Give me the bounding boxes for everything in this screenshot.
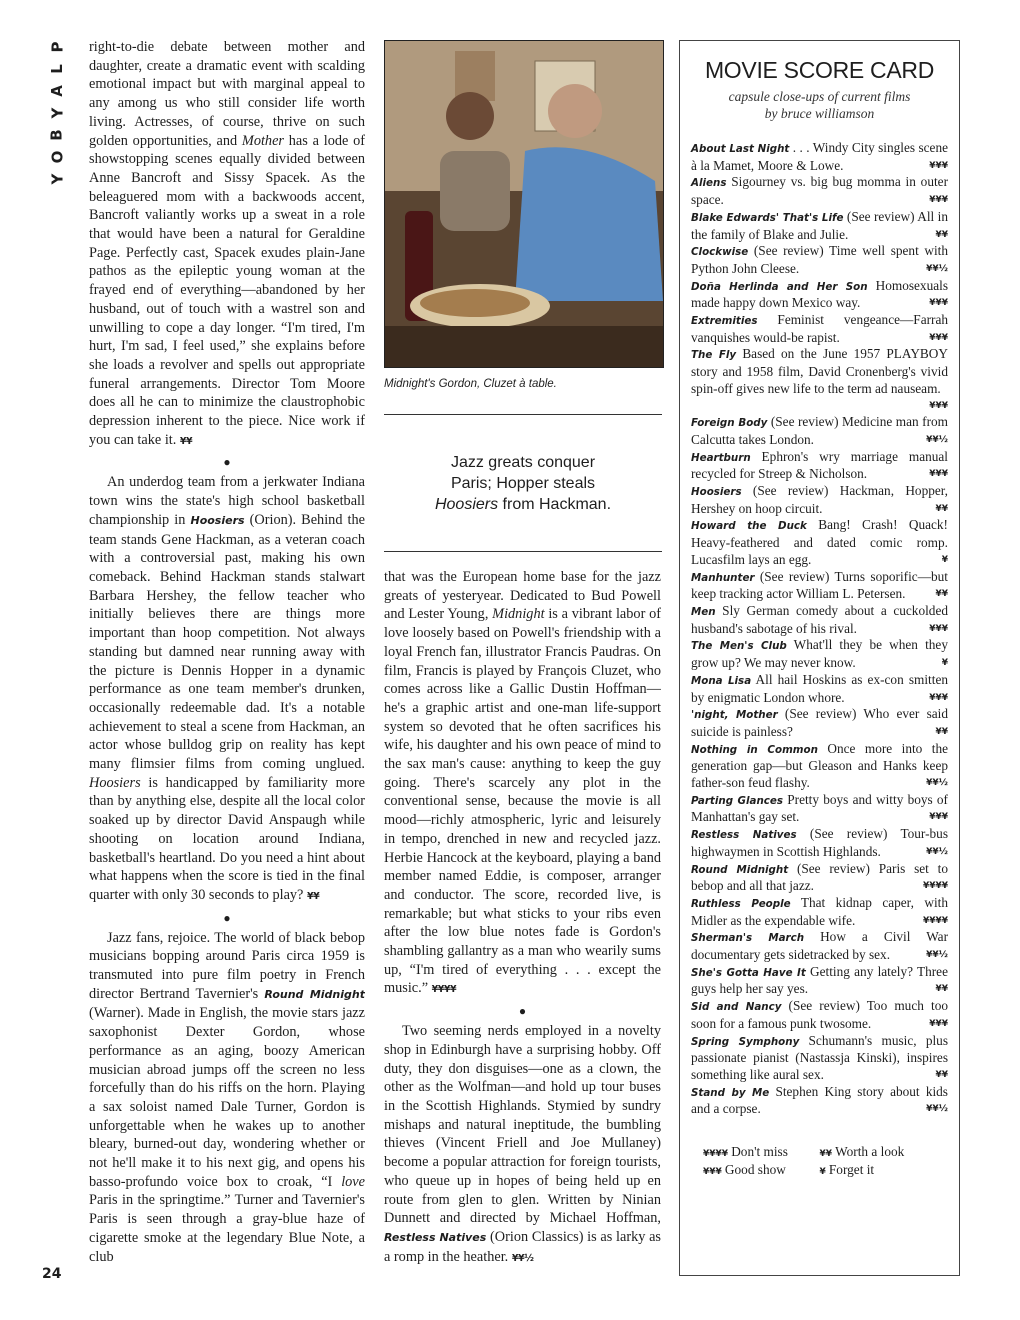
- paragraph: An underdog team from a jerkwater Indiana town wins the state's high school basketball championship in Hoosiers (Orion). Behind the team stands Gene Hackman, as a veteran coach with a controversial past, making his own comeback. Behind Hackman stands stalwart Barbara Hershey, the fellow teacher who initially believes there are things more important than hoop competition. Not always standing but damned near running away with the picture is Dennis Hopper in a dynamic performance as one team member's drunken, occasionally redeemable dad. It's a notable achievement to steal a scene from Hackman, an actor whose bulldog grip on reality has kept many flimsier films from coming unglued. Hoosiers is handicapped by familiarity more than by anything else, despite all the local color soaked up by director David Anspaugh while shooting on location around Indiana, basketball's heartland. Do you need a hint about what happens when the score is tied in the final quarter with only 30 seconds to play? ¥¥: [89, 474, 365, 903]
- legend-item: [703, 1144, 820, 1160]
- rating-stars: ¥¥½: [926, 950, 948, 961]
- paragraph: right-to-die debate between mother and daughter, create a dramatic event with scalding emotional impact but with marginal appeal to any among us who still consider life worth living. Actresses, of course, thrive on such golden opportunities, and Mother has a lode of showstopping scenes equally divided between Anne Bancroft and Sissy Spacek. As the beleaguered mom with a backwoods accent, Bancroft valiantly works up a sweat in a role that would have been a natural for Geraldine Page. Perfectly cast, Spacek exudes plain-Jane pathos as the epileptic young woman at the frayed end of everything—abandoned by her husband, out of touch with a wastrel son and unwilling to cope a day longer. “I'm tired, I'm hurt, I'm sad, I feel used,” she explains before she loads a revolver and spells out appropriate funeral arrangements. Director Tom Moore does all he can to minimize the claustrophobic depression inherent to the piece. Nice work if you can take it. ¥¥: [89, 39, 365, 448]
- rating-stars: ¥¥: [935, 1069, 948, 1080]
- score-card-subtitle: capsule close-ups of current films by bruce williamson: [728, 89, 911, 121]
- film-title: Heartburn: [691, 451, 751, 464]
- film-title: The Fly: [691, 349, 737, 362]
- film-title: Restless Natives: [691, 829, 797, 842]
- section-bullet: ●: [223, 910, 231, 925]
- divider-rule: [384, 551, 662, 552]
- score-card-entry: [691, 209, 948, 243]
- rating-stars: ¥¥¥¥: [431, 984, 457, 996]
- film-title: Howard the Duck: [691, 520, 807, 533]
- score-card-entry: [691, 414, 948, 448]
- film-title: 'night, Mother: [691, 709, 778, 722]
- photo-illustration: [385, 41, 663, 367]
- film-summary: (See review) All in the family of Blake and Julie.: [691, 208, 948, 242]
- film-summary: . . . Windy City singles scene à la Mamet, Moore & Lowe.: [691, 140, 949, 173]
- film-summary: Sigourney vs. big bug momma in outer space.: [691, 174, 948, 208]
- film-summary: Once more into the generation gap—but Gleason and Hanks keep father-son feud flashy.: [691, 740, 948, 791]
- rating-stars: ¥¥½: [926, 1104, 948, 1115]
- film-summary: Ephron's wry marriage manual recycled for Streep & Nicholson.: [691, 448, 948, 482]
- film-summary: Bang! Crash! Quack! Heavy-feathered and dated comic romp. Lucasfilm lays an egg.: [691, 517, 948, 567]
- rating-stars: ¥¥: [935, 726, 948, 737]
- rating-stars: ¥¥¥: [929, 623, 948, 634]
- rating-stars: ¥¥¥: [929, 332, 948, 343]
- score-card-list: [691, 140, 948, 1118]
- movie-score-card: [679, 40, 960, 1276]
- score-card-entry: [691, 174, 948, 208]
- section-bullet: ●: [223, 455, 231, 470]
- film-summary: How a Civil War documentary gets sidetracked by sex.: [691, 929, 949, 963]
- film-summary: Based on the June 1957 PLAYBOY story and 1958 film, David Cronenberg's vivid spin-off gives new life to the term ad nauseam.: [691, 346, 948, 396]
- rating-stars: ¥: [941, 658, 948, 669]
- score-card-entry: [691, 312, 948, 346]
- film-summary: (See review) Hackman, Hopper, Hershey on hoop circuit.: [691, 483, 948, 516]
- film-title: Manhunter: [691, 571, 755, 584]
- film-title: Foreign Body: [691, 417, 768, 430]
- score-card-entry: [691, 706, 948, 740]
- score-card-entry: [691, 243, 948, 277]
- score-card-entry: [691, 1084, 948, 1118]
- film-title: Aliens: [691, 177, 727, 190]
- score-card-entry: [691, 346, 948, 414]
- masthead-letter: B: [48, 129, 66, 141]
- rating-stars: ¥¥½: [926, 434, 948, 445]
- film-title: Blake Edwards' That's Life: [691, 211, 844, 224]
- film-summary: Feminist vengeance—Farrah vanquishes would-be rapist.: [691, 312, 948, 345]
- score-card-entry: [691, 929, 948, 963]
- legend-item: [820, 1162, 937, 1178]
- rating-stars: ¥¥: [935, 984, 948, 995]
- rating-stars: ¥¥¥: [929, 812, 948, 823]
- film-title: Extremities: [691, 315, 758, 328]
- film-summary: That kidnap caper, with Midler as the expendable wife.: [691, 894, 948, 928]
- rating-stars: ¥¥: [306, 890, 320, 902]
- masthead-letter: Y: [48, 173, 66, 185]
- legend-stars: ¥¥: [819, 1149, 836, 1160]
- film-title: Doña Herlinda and Her Son: [691, 280, 868, 293]
- pull-quote: Jazz greats conquer Paris; Hopper steals Hoosiers from Hackman.: [434, 454, 612, 513]
- legend-label: Forget it: [828, 1162, 875, 1178]
- rating-stars: ¥¥½: [511, 1252, 534, 1264]
- rating-stars: ¥¥: [935, 229, 948, 240]
- score-card-entry: [691, 826, 948, 860]
- rating-stars: ¥¥¥: [929, 469, 948, 480]
- film-summary: (See review) Tour-bus highwaymen in Scottish Highlands.: [691, 826, 948, 859]
- rating-stars: ¥¥¥: [929, 195, 948, 206]
- film-title: Round Midnight: [264, 987, 365, 1001]
- article-column-2: [384, 568, 661, 1278]
- rating-stars: ¥: [941, 554, 948, 565]
- film-summary: (See review) Time well spent with Python John Cleese.: [691, 243, 948, 276]
- page-number: 24: [42, 1266, 62, 1282]
- film-title: The Men's Club: [691, 640, 787, 653]
- score-card-entry: [691, 895, 948, 929]
- film-title: Sherman's March: [691, 932, 805, 945]
- film-title: Ruthless People: [691, 897, 791, 910]
- rating-stars: ¥¥¥: [929, 1018, 948, 1029]
- article-column-1: [89, 38, 365, 1288]
- rating-stars: ¥¥: [935, 589, 948, 600]
- film-title: Stand by Me: [691, 1086, 770, 1099]
- legend-item: [703, 1162, 820, 1178]
- score-card-entry: [691, 517, 948, 568]
- score-card-entry: [691, 672, 948, 706]
- rating-stars: ¥¥: [935, 503, 948, 514]
- film-summary: (See review) Turns soporific—but keep tracking actor William L. Petersen.: [691, 568, 948, 602]
- legend-stars: ¥: [819, 1167, 829, 1178]
- legend-stars: ¥¥¥: [703, 1167, 725, 1178]
- legend-label: Good show: [724, 1162, 786, 1178]
- film-summary: Sly German comedy about a cuckolded husband's sabotage of his rival.: [691, 602, 948, 636]
- film-title: About Last Night: [691, 143, 790, 155]
- paragraph: Jazz fans, rejoice. The world of black bebop musicians bopping around Paris circa 1959 is transmuted into pure film poetry in French director Bertrand Tavernier's Round Midnight (Warner). Made in English, the movie stars jazz saxophonist Dexter Gordon, whose performance as an aging, boozy American musician abroad jumps off the screen no less forcefully than do his riffs on the horn. Playing a sax soloist named Dale Turner, Gordon is unforgettable when he wakes up to another bleary, burned-out day, wondering whether or not he'll make it to his next gig, and opens his basso-profundo voice box to croak, “I love Paris in the springtime.” Turner and Tavernier's Paris is seen through a gray-blue haze of cigarette smoke at the legendary Blue Note, a club: [89, 929, 365, 1265]
- score-card-entry: [691, 278, 948, 312]
- paragraph: that was the European home base for the jazz greats of yesteryear. Dedicated to Bud Powell and Lester Young, Midnight is a vibrant labor of love loosely based on Powell's friendship with a loyal French fan, illustrator Francis Paudras. On film, Francis is played by François Cluzet, who comes across like a Gallic Dustin Hoffman—he's a graphic artist and one-man life-support system so devoted that he often sacrifices his wife, his daughter and his own peace of mind to the sax man's cause: anything to keep the guy going. There's scarcely any plot in the conventional sense, because the movie is all mood—richly atmospheric, lyric and leisurely in tempo, drenched in new and recycled jazz. Herbie Hancock at the keyboard, playing a band member named Eddie, is composer, arranger and conductor. The score, recorded live, is remarkable; but what sticks to your ribs even after the low blue notes fade is Gordon's shambling gallantry as a man who wearily sums up, “I'm tired of everything . . . except the music.” ¥¥¥¥: [384, 569, 661, 997]
- film-title: Hoosiers: [691, 486, 742, 499]
- rating-stars: ¥¥¥: [929, 160, 948, 171]
- film-title: Restless Natives: [384, 1230, 487, 1244]
- score-card-entry: [691, 140, 948, 174]
- rating-stars: ¥¥½: [926, 778, 948, 789]
- film-summary: Schumann's music, plus passionate pianist (Nastassja Kinski), inspires something like aural sex.: [691, 1032, 948, 1082]
- score-card-entry: [691, 569, 948, 603]
- legend-stars: ¥¥¥¥: [703, 1149, 732, 1160]
- masthead-letter: Y: [48, 107, 66, 119]
- film-summary: (See review) Medicine man from Calcutta takes London.: [691, 414, 948, 447]
- film-title: Nothing in Common: [691, 743, 818, 756]
- film-title: Spring Symphony: [691, 1035, 800, 1048]
- masthead-letter: O: [47, 150, 66, 164]
- masthead-letter: A: [47, 85, 66, 97]
- rating-stars: ¥¥¥¥: [922, 915, 948, 926]
- masthead-letter: L: [48, 64, 66, 74]
- rating-legend: [691, 1144, 948, 1178]
- section-bullet: ●: [518, 1004, 527, 1019]
- score-card-entry: [691, 792, 948, 826]
- legend-item: [820, 1144, 937, 1160]
- film-summary: Pretty boys and witty boys of Manhattan's gay set.: [691, 791, 948, 825]
- rating-stars: ¥¥¥: [929, 298, 948, 309]
- divider-rule: [384, 414, 662, 415]
- film-title: Clockwise: [691, 246, 749, 259]
- score-card-entry: [691, 964, 948, 998]
- rating-stars: ¥¥: [179, 435, 193, 447]
- score-card-entry: [691, 1033, 948, 1084]
- film-summary: (See review) Who ever said suicide is painless?: [691, 706, 948, 739]
- masthead: [45, 36, 69, 190]
- film-summary: (See review) Paris set to bebop and all that jazz.: [691, 860, 948, 894]
- film-summary: Homosexuals made happy down Mexico way.: [691, 277, 948, 311]
- rating-stars: ¥¥½: [926, 263, 948, 274]
- film-summary: (See review) Too much too soon for a famous punk twosome.: [691, 998, 948, 1031]
- film-title: Sid and Nancy: [691, 1001, 782, 1014]
- rating-stars: ¥¥½: [926, 846, 948, 857]
- score-card-entry: [691, 741, 948, 792]
- legend-label: Don't miss: [731, 1144, 788, 1160]
- score-card-entry: [691, 861, 948, 895]
- rating-stars: ¥¥¥¥: [922, 881, 948, 892]
- paragraph: Two seeming nerds employed in a novelty shop in Edinburgh have a surprising hobby. Off duty, they don disguises—one as a clown, the other as the Wolfman—and hold up tour buses in the Scottish Highlands. Stymied by sundry mishaps and natural ineptitude, the bumbling thieves (Vincent Friell and Joe Mullaney) become a popular attraction for foreign tourists, who queue up in hopes of being held up en route from glen to glen. Written by Ninian Dunnett and directed by Michael Hoffman, Restless Natives (Orion Classics) is as larky as a romp in the heather. ¥¥½: [384, 1023, 661, 1265]
- film-still-photo: [384, 40, 664, 368]
- rating-stars: ¥¥¥: [929, 400, 948, 411]
- legend-label: Worth a look: [835, 1144, 905, 1160]
- score-card-entry: [691, 483, 948, 517]
- film-title: Parting Glances: [691, 794, 784, 807]
- score-card-entry: [691, 998, 948, 1032]
- film-title: She's Gotta Have It: [691, 966, 806, 979]
- rating-stars: ¥¥¥: [929, 692, 948, 703]
- film-summary: Stephen King story about kids and a corpse.: [691, 1083, 948, 1117]
- score-card-entry: [691, 637, 948, 671]
- score-card-title: MOVIE SCORE CARD: [704, 57, 935, 83]
- photo-caption: Midnight's Gordon, Cluzet à table.: [384, 378, 557, 390]
- score-card-entry: [691, 603, 948, 637]
- film-title: Men: [691, 605, 716, 618]
- film-summary: All hail Hoskins as ex-con smitten by enigmatic London whore.: [691, 671, 948, 705]
- film-title: Mona Lisa: [691, 674, 752, 687]
- film-summary: Getting any lately? Three guys help her say yes.: [691, 963, 948, 997]
- film-title: Round Midnight: [691, 863, 789, 876]
- masthead-letter: P: [48, 41, 66, 53]
- score-card-entry: [691, 449, 948, 483]
- film-title: Hoosiers: [190, 513, 245, 527]
- film-summary: What'll they be when they grow up? We may never know.: [691, 637, 948, 671]
